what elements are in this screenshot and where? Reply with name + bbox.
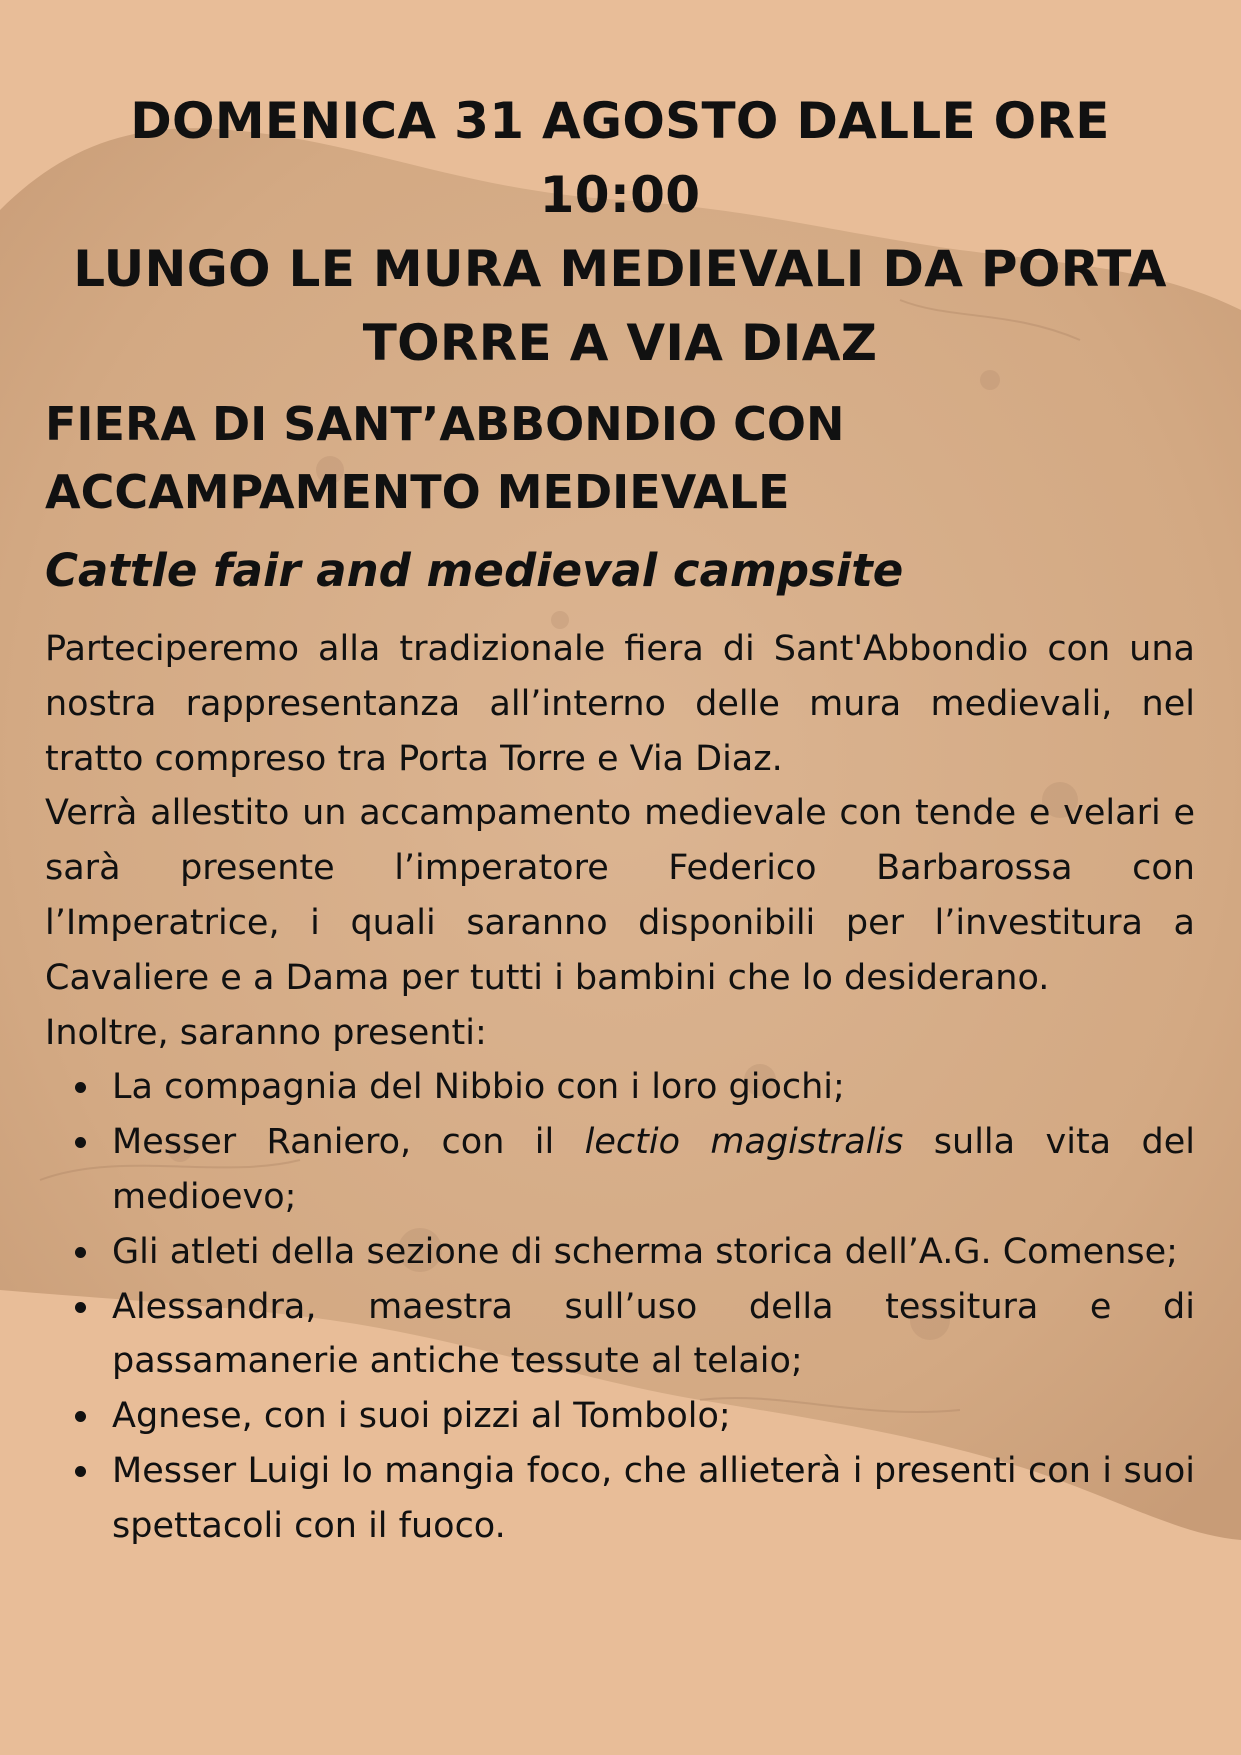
attendees-intro: Inoltre, saranno presenti: — [45, 1012, 487, 1053]
bullet-icon — [75, 1302, 86, 1313]
list-item-text: La compagnia del Nibbio con i loro giochi; — [112, 1067, 845, 1108]
list-item — [112, 1389, 1195, 1444]
list-item-text: Messer Raniero, con il — [112, 1122, 585, 1163]
campsite-paragraph: Verrà allestito un accampamento medievale con tende e velari e sarà presente l’imperatore Federico Barbarossa con l’Imperatrice, i quali saranno disponibili per l’investitura a Cavaliere e a Dama per tutti i bambini che lo desiderano. — [45, 793, 1195, 998]
english-subtitle: Cattle fair and medieval campsite — [45, 544, 904, 597]
title-line: FIERA DI SANT’ABBONDIO CON — [45, 397, 845, 451]
list-item — [112, 1225, 1195, 1280]
list-item-text: sulla vita del medioevo; — [112, 1122, 1195, 1217]
bullet-icon — [75, 1082, 86, 1093]
event-title — [45, 390, 1195, 526]
list-item-text: Gli atleti della sezione di scherma storica dell’A.G. Comense; — [112, 1231, 1178, 1272]
list-item-text: Alessandra, maestra sull’uso della tessitura e di passamanerie antiche tessute al telaio; — [112, 1286, 1195, 1382]
list-item-text: Messer Luigi lo mangia foco, che allieterà i presenti con i suoi spettacoli con il fuoco. — [112, 1450, 1195, 1546]
headline-line: DOMENICA 31 AGOSTO DALLE ORE 10:00 — [130, 92, 1110, 224]
headline-line: TORRE A VIA DIAZ — [362, 314, 878, 372]
list-item-text: Agnese, con i suoi pizzi al Tombolo; — [112, 1396, 731, 1437]
list-item — [112, 1060, 1195, 1115]
list-item-italic-text: lectio magistralis — [584, 1122, 904, 1163]
list-item — [112, 1444, 1195, 1554]
list-item — [112, 1115, 1195, 1225]
intro-paragraph: Parteciperemo alla tradizionale fiera di Sant'Abbondio con una nostra rappresentanza all’interno delle mura medievali, nel tratto compreso tra Porta Torre e Via Diaz. — [45, 629, 1195, 779]
bullet-icon — [75, 1411, 86, 1422]
headline-line: LUNGO LE MURA MEDIEVALI DA PORTA — [73, 240, 1167, 298]
title-line: ACCAMPAMENTO MEDIEVALE — [45, 465, 790, 519]
attendees-list — [45, 1060, 1195, 1553]
list-item — [112, 1280, 1195, 1390]
bullet-icon — [75, 1247, 86, 1258]
bullet-icon — [75, 1137, 86, 1148]
document-body — [45, 0, 1195, 1554]
event-headline — [45, 84, 1195, 380]
bullet-icon — [75, 1466, 86, 1477]
